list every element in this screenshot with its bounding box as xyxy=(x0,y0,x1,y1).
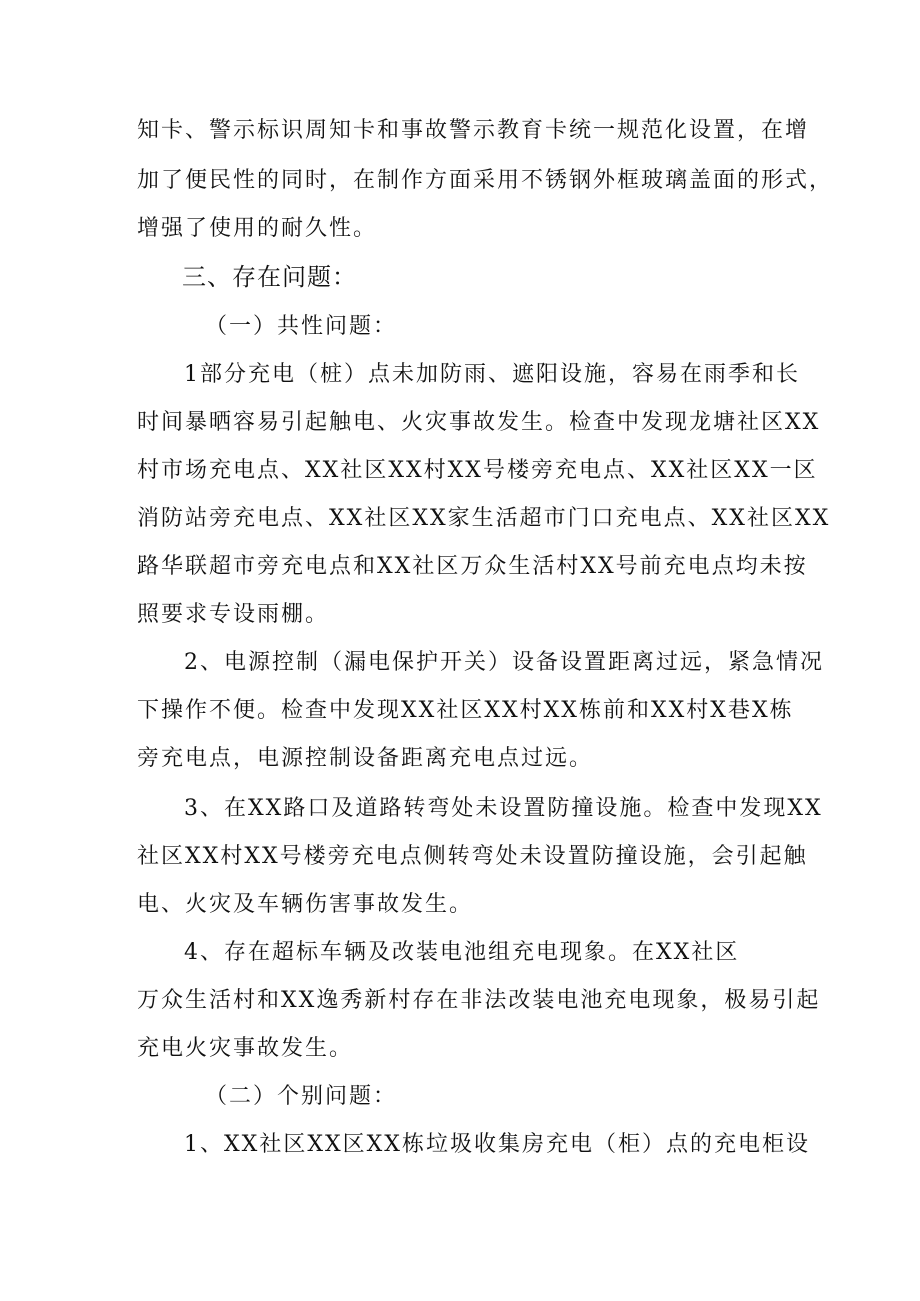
paragraph-line: 照要求专设雨棚。 xyxy=(137,602,330,627)
paragraph-line: 电、火灾及车辆伤害事故发生。 xyxy=(137,892,474,917)
paragraph-line: 1部分充电（桩）点未加防雨、遮阳设施，容易在雨季和长 xyxy=(184,362,800,387)
paragraph-line: 2、电源控制（漏电保护开关）设备设置距离过远，紧急情况 xyxy=(184,650,824,675)
paragraph-line: 下操作不便。检查中发现XX社区XX村XX栋前和XX村X巷X栋 xyxy=(137,698,794,723)
subsection-heading: （一）共性问题： xyxy=(205,314,398,339)
paragraph-line: 知卡、警示标识周知卡和事故警示教育卡统一规范化设置，在增 xyxy=(137,118,810,143)
paragraph-line: 消防站旁充电点、XX社区XX家生活超市门口充电点、XX社区XX xyxy=(137,506,831,531)
subsection-heading: （二）个别问题： xyxy=(205,1084,398,1109)
paragraph-line: 旁充电点，电源控制设备距离充电点过远。 xyxy=(137,746,594,771)
paragraph-line: 3、在XX路口及道路转弯处未设置防撞设施。检查中发现XX xyxy=(184,796,823,821)
paragraph-line: 社区XX村XX号楼旁充电点侧转弯处未设置防撞设施，会引起触 xyxy=(137,844,808,869)
paragraph-line: 增强了使用的耐久性。 xyxy=(137,216,378,241)
paragraph-line: 充电火灾事故发生。 xyxy=(137,1036,354,1061)
paragraph-line: 村市场充电点、XX社区XX村XX号楼旁充电点、XX社区XX一区 xyxy=(137,458,818,483)
paragraph-line: 路华联超市旁充电点和XX社区万众生活村XX号前充电点均未按 xyxy=(137,554,808,579)
paragraph-line: 万众生活村和XX逸秀新村存在非法改装电池充电现象，极易引起 xyxy=(137,988,821,1013)
paragraph-line: 时间暴晒容易引起触电、火灾事故发生。检查中发现龙塘社区XX xyxy=(137,410,821,435)
paragraph-line: 4、存在超标车辆及改装电池组充电现象。在XX社区 xyxy=(184,940,740,965)
paragraph-line: 1、XX社区XX区XX栋垃圾收集房充电（柜）点的充电柜设 xyxy=(184,1132,810,1157)
section-heading: 三、存在问题： xyxy=(182,263,357,291)
paragraph-line: 加了便民性的同时，在制作方面采用不锈钢外框玻璃盖面的形式， xyxy=(137,168,834,193)
